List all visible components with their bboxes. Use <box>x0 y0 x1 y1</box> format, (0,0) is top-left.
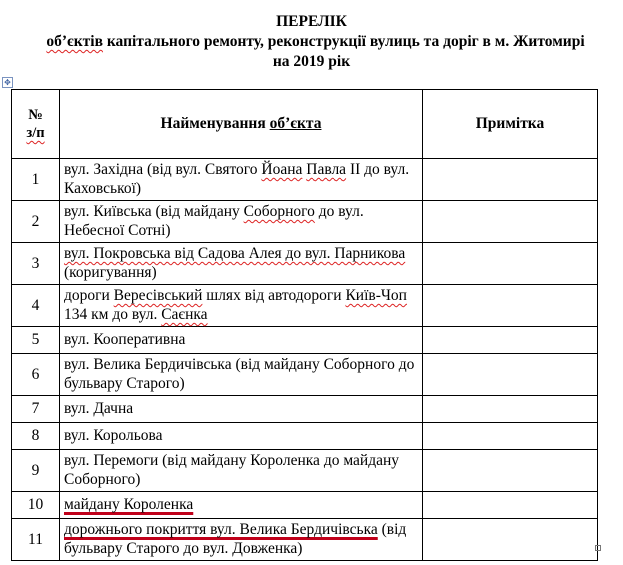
row-number: 11 <box>12 519 60 561</box>
table-row <box>12 201 598 243</box>
table-header-row <box>12 90 598 159</box>
row-number: 4 <box>12 285 60 327</box>
object-name-text: Йоана <box>261 161 303 178</box>
row-object-name[interactable] <box>60 396 423 423</box>
row-note[interactable] <box>423 201 598 243</box>
row-object-name[interactable] <box>60 450 423 492</box>
object-name-text: Соборного <box>243 203 315 220</box>
row-number: 10 <box>12 492 60 519</box>
object-name-text: вул. Перемоги (від майдану Короленка до майдану Соборного) <box>64 452 400 488</box>
objects-table <box>11 89 598 561</box>
row-object-name[interactable] <box>60 354 423 396</box>
subtitle-word-objects: об’єктів <box>46 33 103 50</box>
row-number: 7 <box>12 396 60 423</box>
table-move-handle-icon[interactable]: ✥ <box>2 77 13 88</box>
table-row <box>12 519 598 561</box>
header-name: Найменування об’єкта <box>60 90 423 159</box>
row-object-name[interactable] <box>60 201 423 243</box>
doc-subtitle <box>4 32 623 52</box>
object-name-text: до вул. Небесної Сотні) <box>64 203 364 239</box>
row-note[interactable] <box>423 423 598 450</box>
object-name-text: вул. Західна (від вул. Святого <box>64 161 262 178</box>
object-name-text: вул. Корольова <box>64 427 163 444</box>
table-row <box>12 396 598 423</box>
table-row <box>12 450 598 492</box>
table-row <box>12 243 598 285</box>
object-name-text: Саєнка <box>161 306 208 323</box>
row-note[interactable] <box>423 354 598 396</box>
object-name-text: вул. Велика Бердичівська (від майдану Соборного до бульвару Старого) <box>64 356 415 392</box>
row-object-name[interactable] <box>60 327 423 354</box>
doc-title: ПЕРЕЛІК <box>276 13 347 30</box>
row-number: 6 <box>12 354 60 396</box>
doc-year-line: на 2019 рік <box>272 53 351 70</box>
subtitle-rest: капітального ремонту, реконструкції вулиць та доріг в м. Житомирі <box>102 33 585 50</box>
table-row <box>12 492 598 519</box>
row-note[interactable] <box>423 159 598 201</box>
object-name-text: шлях від автодороги <box>202 287 346 304</box>
row-number: 3 <box>12 243 60 285</box>
object-name-text: дорожнього покриття вул. Велика Бердичівська <box>64 521 378 538</box>
row-number: 2 <box>12 201 60 243</box>
row-object-name[interactable] <box>60 285 423 327</box>
object-name-text: ІІ до вул. Каховської) <box>64 161 410 197</box>
row-object-name[interactable] <box>60 159 423 201</box>
header-number: № з/п <box>12 90 60 159</box>
table-row <box>12 159 598 201</box>
row-note[interactable] <box>423 450 598 492</box>
object-name-text: 134 км до вул. <box>64 306 162 323</box>
object-name-text: вул. Кооперативна <box>64 331 186 348</box>
row-note[interactable] <box>423 492 598 519</box>
row-note[interactable] <box>423 519 598 561</box>
table-resize-handle[interactable] <box>595 545 601 551</box>
row-number: 5 <box>12 327 60 354</box>
row-number: 8 <box>12 423 60 450</box>
row-number: 1 <box>12 159 60 201</box>
table-row <box>12 423 598 450</box>
row-note[interactable] <box>423 396 598 423</box>
row-object-name[interactable] <box>60 492 423 519</box>
row-note[interactable] <box>423 243 598 285</box>
row-note[interactable] <box>423 285 598 327</box>
table-body <box>12 159 598 561</box>
object-name-text: вул. Покровська від Садова Алея до вул. Парникова <box>64 245 406 262</box>
row-object-name[interactable] <box>60 519 423 561</box>
row-number: 9 <box>12 450 60 492</box>
object-name-text: Київ-Чоп <box>345 287 407 304</box>
object-name-text: вул. Дачна <box>64 400 134 417</box>
object-name-text: Павла <box>306 161 347 178</box>
row-object-name[interactable] <box>60 243 423 285</box>
table-row <box>12 285 598 327</box>
object-name-text: майдану Короленка <box>64 496 194 513</box>
row-note[interactable] <box>423 327 598 354</box>
object-name-text: Вересівський <box>113 287 203 304</box>
header-note: Примітка <box>423 90 598 159</box>
object-name-text: вул. Київська (від майдану <box>64 203 244 220</box>
table-row <box>12 327 598 354</box>
object-name-text: (коригування) <box>64 264 157 281</box>
object-name-text: дороги <box>64 287 114 304</box>
header-number-abbr: з/п <box>26 125 45 141</box>
object-name-text: (від бульвару Старого до вул. Довженка) <box>64 521 407 557</box>
row-object-name[interactable] <box>60 423 423 450</box>
table-row <box>12 354 598 396</box>
